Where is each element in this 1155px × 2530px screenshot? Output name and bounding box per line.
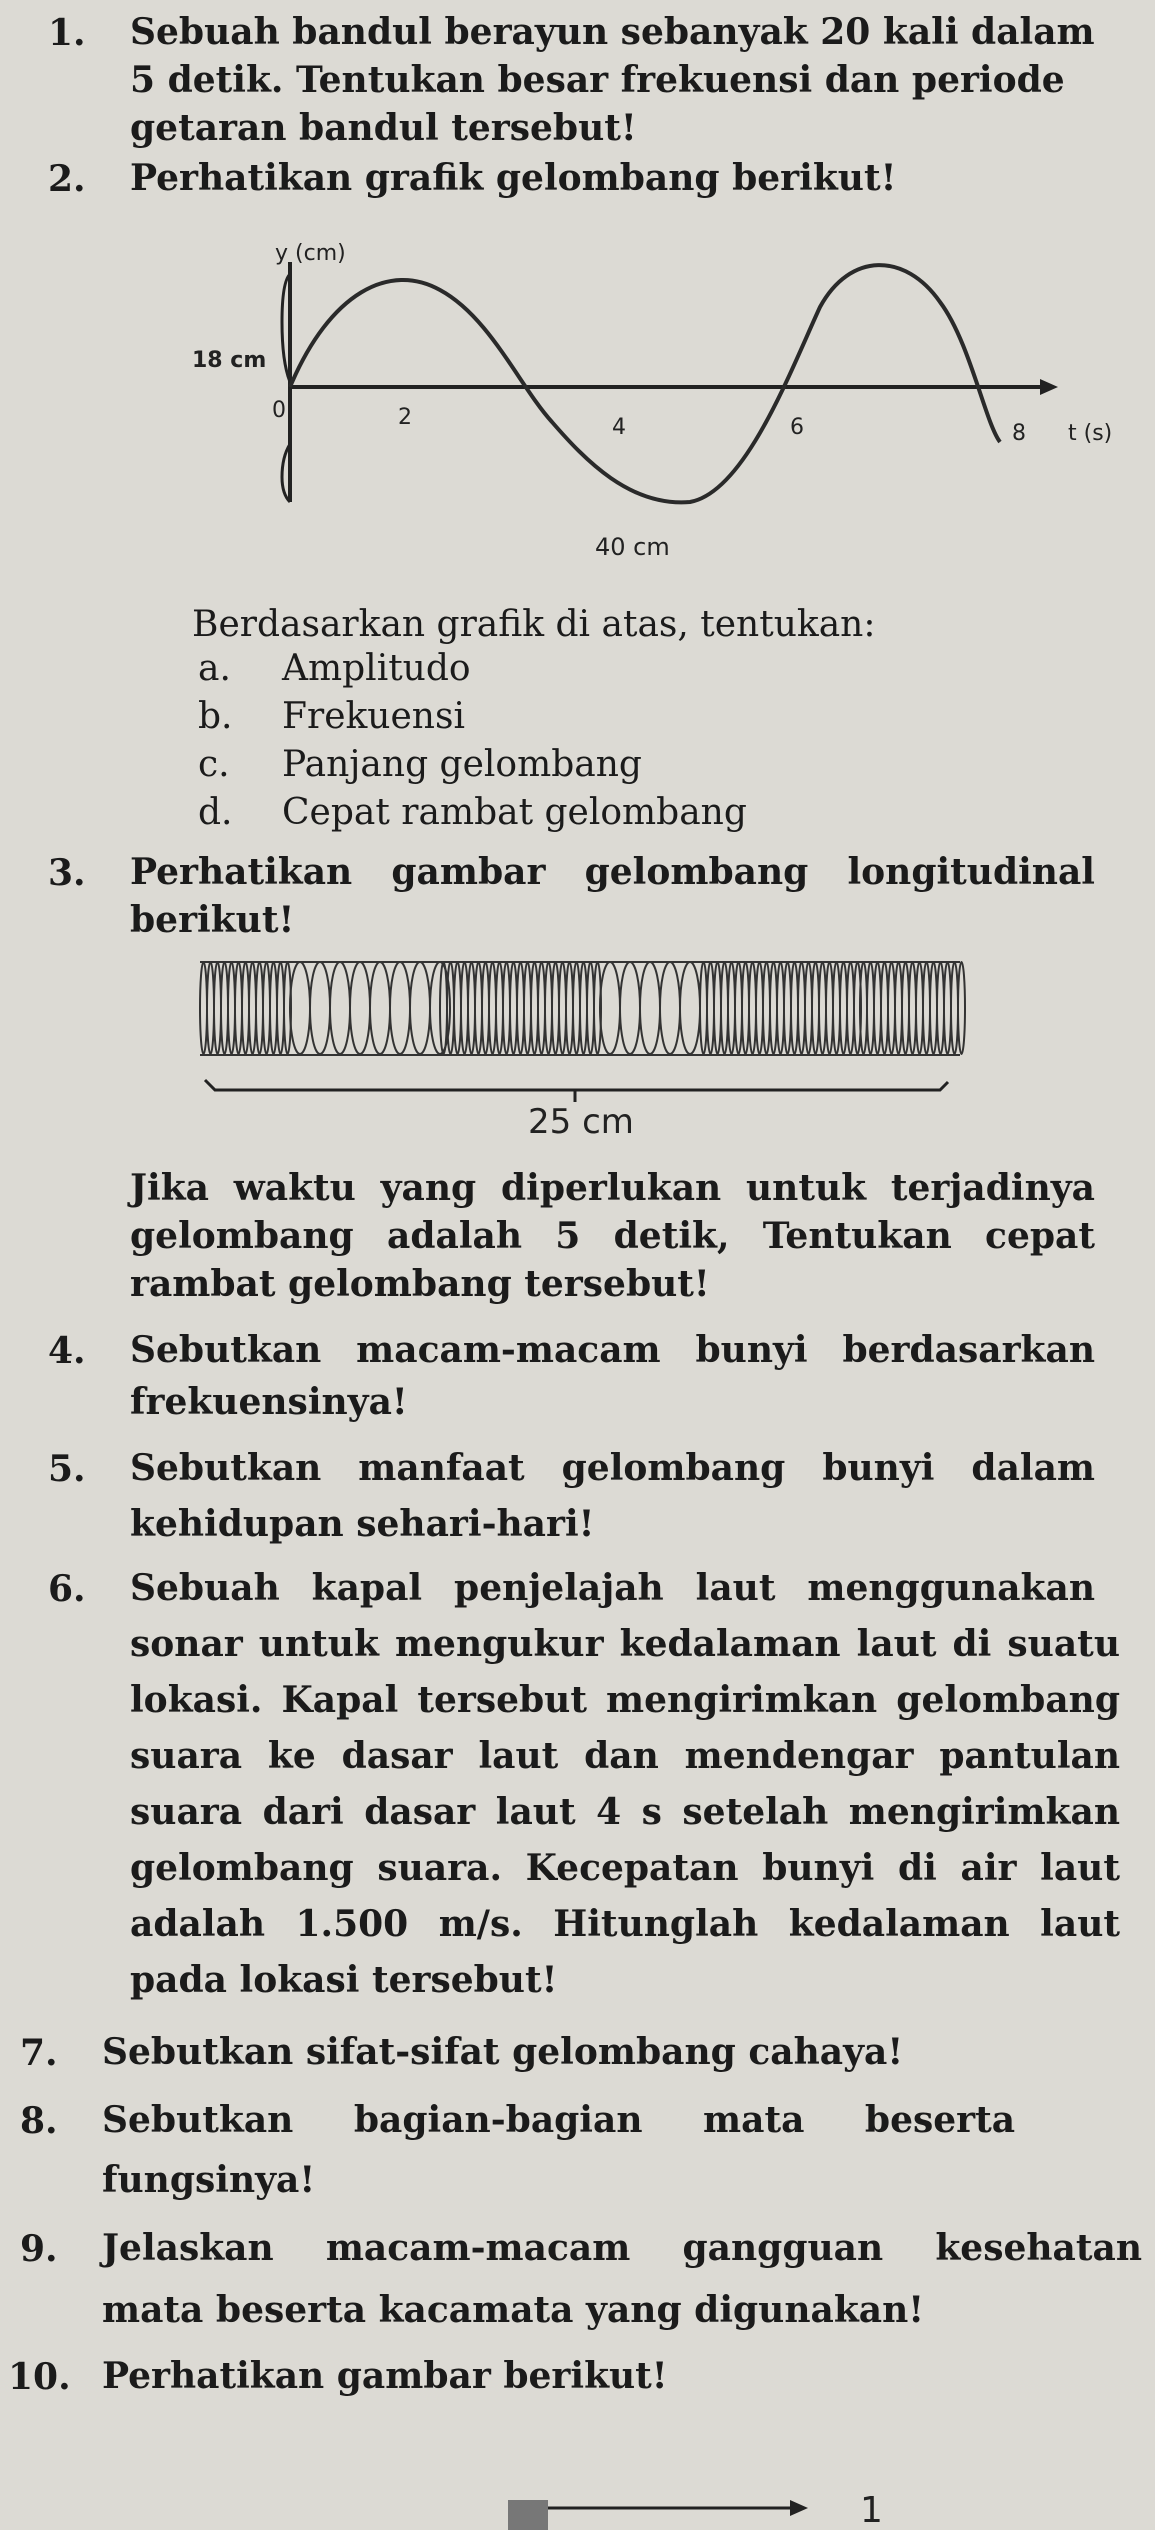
question-5-number: 5. (48, 1448, 86, 1490)
spring-coil (895, 962, 902, 1054)
spring-coil (277, 962, 284, 1054)
spring-coil (826, 962, 833, 1054)
question-2-intro: Berdasarkan grafik di atas, tentukan: (192, 604, 876, 645)
q10-figure (0, 2430, 1155, 2530)
question-8-line: fungsinya! (102, 2159, 316, 2201)
spring-coil (482, 962, 489, 1054)
question-3-number: 3. (48, 852, 86, 894)
sine-wave (290, 265, 1000, 502)
spring-coil (559, 962, 566, 1054)
question-4-number: 4. (48, 1330, 86, 1372)
q2-item-text: Cepat rambat gelombang (282, 792, 747, 833)
spring-coil (721, 962, 728, 1054)
q2-item-label: c. (198, 744, 230, 785)
spring-coil (350, 962, 370, 1054)
spring-coil (923, 962, 930, 1054)
q2-item-label: b. (198, 696, 233, 737)
spring-coil (600, 962, 620, 1054)
question-9-line: mata beserta kacamata yang digunakan! (102, 2289, 925, 2331)
question-2-number: 2. (48, 158, 86, 200)
question-5-line: Sebutkan manfaat gelombang bunyi dalam (130, 1447, 1095, 1489)
question-3-continuation: gelombang adalah 5 detik, Tentukan cepat (130, 1215, 1095, 1257)
spring-coil (937, 962, 944, 1054)
question-4-line: Sebutkan macam-macam bunyi berdasarkan (130, 1329, 1095, 1371)
spring-coil (207, 962, 214, 1054)
spring-coil (370, 962, 390, 1054)
length-label: 40 cm (595, 533, 670, 561)
spring-coil (763, 962, 770, 1054)
question-10-line: Perhatikan gambar berikut! (102, 2355, 668, 2397)
spring-coil (958, 962, 965, 1054)
question-6-line: Sebuah kapal penjelajah laut menggunakan (130, 1567, 1095, 1609)
spring-coils (200, 962, 965, 1054)
figure-label: 1 (860, 2490, 883, 2530)
spring-coil (791, 962, 798, 1054)
question-3-line: Perhatikan gambar gelombang longitudinal (130, 851, 1095, 893)
spring-coil (735, 962, 742, 1054)
spring-coil (714, 962, 721, 1054)
q2-item-label: d. (198, 792, 233, 833)
question-8-line: Sebutkan bagian-bagian mata beserta (102, 2099, 1016, 2141)
spring-coil (310, 962, 330, 1054)
spring-coil (235, 962, 242, 1054)
spring-coil (867, 962, 874, 1054)
spring-coil (242, 962, 249, 1054)
spring-coil (784, 962, 791, 1054)
spring-coil (200, 962, 207, 1054)
question-6-line: adalah 1.500 m/s. Hitunglah kedalaman laut (130, 1903, 1120, 1945)
q2-item-text: Frekuensi (282, 696, 465, 737)
lens-shape (508, 2500, 548, 2530)
spring-coil (263, 962, 270, 1054)
spring-coil (909, 962, 916, 1054)
spring-coil (902, 962, 909, 1054)
spring-coil (640, 962, 660, 1054)
spring-coil (707, 962, 714, 1054)
question-1-number: 1. (48, 12, 86, 54)
question-3-continuation: Jika waktu yang diperlukan untuk terjadinya (130, 1167, 1095, 1209)
question-1-line: 5 detik. Tentukan besar frekuensi dan periode (130, 59, 1065, 101)
question-6-line: lokasi. Kapal tersebut mengirimkan gelombang (130, 1679, 1120, 1721)
question-3-line: berikut! (130, 899, 295, 941)
spring-coil (916, 962, 923, 1054)
question-6-number: 6. (48, 1568, 86, 1610)
spring-coil (680, 962, 700, 1054)
spring-coil (580, 962, 587, 1054)
spring-coil (249, 962, 256, 1054)
question-9-number: 9. (20, 2228, 58, 2270)
spring-coil (440, 962, 447, 1054)
question-6-line: suara ke dasar laut dan mendengar pantulan (130, 1735, 1120, 1777)
spring-coil (290, 962, 310, 1054)
spring-coil (228, 962, 235, 1054)
spring-coil (819, 962, 826, 1054)
q2-item-label: a. (198, 648, 231, 689)
spring-coil (475, 962, 482, 1054)
spring-coil (489, 962, 496, 1054)
question-6-line: sonar untuk mengukur kedalaman laut di suatu (130, 1623, 1120, 1665)
spring-coil (221, 962, 228, 1054)
spring-coil (587, 962, 594, 1054)
spring-coil (503, 962, 510, 1054)
spring-coil (496, 962, 503, 1054)
origin-label: 0 (272, 398, 286, 423)
spring-coil (944, 962, 951, 1054)
x-tick-label: 8 (1012, 421, 1026, 446)
spring-coil (812, 962, 819, 1054)
spring-figure (0, 950, 1155, 1140)
spring-coil (660, 962, 680, 1054)
spring-coil (742, 962, 749, 1054)
q2-item-text: Panjang gelombang (282, 744, 642, 785)
spring-coil (770, 962, 777, 1054)
spring-coil (874, 962, 881, 1054)
spring-coil (468, 962, 475, 1054)
spring-coil (749, 962, 756, 1054)
question-4-line: frekuensinya! (130, 1381, 408, 1423)
spring-coil (517, 962, 524, 1054)
spring-coil (531, 962, 538, 1054)
x-tick-label: 2 (398, 405, 412, 430)
question-8-number: 8. (20, 2100, 58, 2142)
spring-coil (951, 962, 958, 1054)
question-6-line: pada lokasi tersebut! (130, 1959, 558, 2001)
spring-coil (573, 962, 580, 1054)
amplitude-label: 18 cm (192, 348, 267, 373)
spring-coil (798, 962, 805, 1054)
question-10-number: 10. (8, 2356, 71, 2398)
question-6-line: gelombang suara. Kecepatan bunyi di air laut (130, 1847, 1120, 1889)
spring-coil (390, 962, 410, 1054)
spring-coil (700, 962, 707, 1054)
length-label: 25 cm (528, 1102, 634, 1140)
q2-item-text: Amplitudo (282, 648, 471, 689)
question-6-line: suara dari dasar laut 4 s setelah mengirimkan (130, 1791, 1120, 1833)
spring-coil (847, 962, 854, 1054)
spring-coil (805, 962, 812, 1054)
spring-coil (777, 962, 784, 1054)
spring-coil (756, 962, 763, 1054)
spring-coil (256, 962, 263, 1054)
question-3-continuation: rambat gelombang tersebut! (130, 1263, 710, 1305)
wave-graph (0, 212, 1155, 572)
spring-coil (728, 962, 735, 1054)
question-2-line: Perhatikan grafik gelombang berikut! (130, 157, 897, 199)
question-7-number: 7. (20, 2032, 58, 2074)
x-axis-arrow-icon (1040, 379, 1058, 395)
spring-coil (620, 962, 640, 1054)
spring-coil (888, 962, 895, 1054)
spring-coil (410, 962, 430, 1054)
x-tick-label: 4 (612, 415, 626, 440)
y-axis-label: y (cm) (275, 241, 346, 266)
question-7-line: Sebutkan sifat-sifat gelombang cahaya! (102, 2031, 904, 2073)
spring-coil (270, 962, 277, 1054)
spring-coil (454, 962, 461, 1054)
spring-coil (330, 962, 350, 1054)
spring-coil (461, 962, 468, 1054)
spring-coil (930, 962, 937, 1054)
spring-coil (881, 962, 888, 1054)
spring-coil (524, 962, 531, 1054)
question-1-line: getaran bandul tersebut! (130, 107, 637, 149)
x-axis-label: t (s) (1068, 421, 1113, 446)
spring-coil (833, 962, 840, 1054)
spring-coil (510, 962, 517, 1054)
spring-coil (552, 962, 559, 1054)
spring-coil (214, 962, 221, 1054)
x-tick-label: 6 (790, 415, 804, 440)
ray-arrow-icon (790, 2500, 808, 2516)
spring-coil (538, 962, 545, 1054)
question-1-line: Sebuah bandul berayun sebanyak 20 kali dalam (130, 11, 1095, 53)
question-5-line: kehidupan sehari-hari! (130, 1503, 595, 1545)
spring-coil (545, 962, 552, 1054)
question-9-line: Jelaskan macam-macam gangguan kesehatan (102, 2227, 1142, 2269)
spring-coil (566, 962, 573, 1054)
length-bracket (205, 1080, 948, 1102)
spring-coil (840, 962, 847, 1054)
